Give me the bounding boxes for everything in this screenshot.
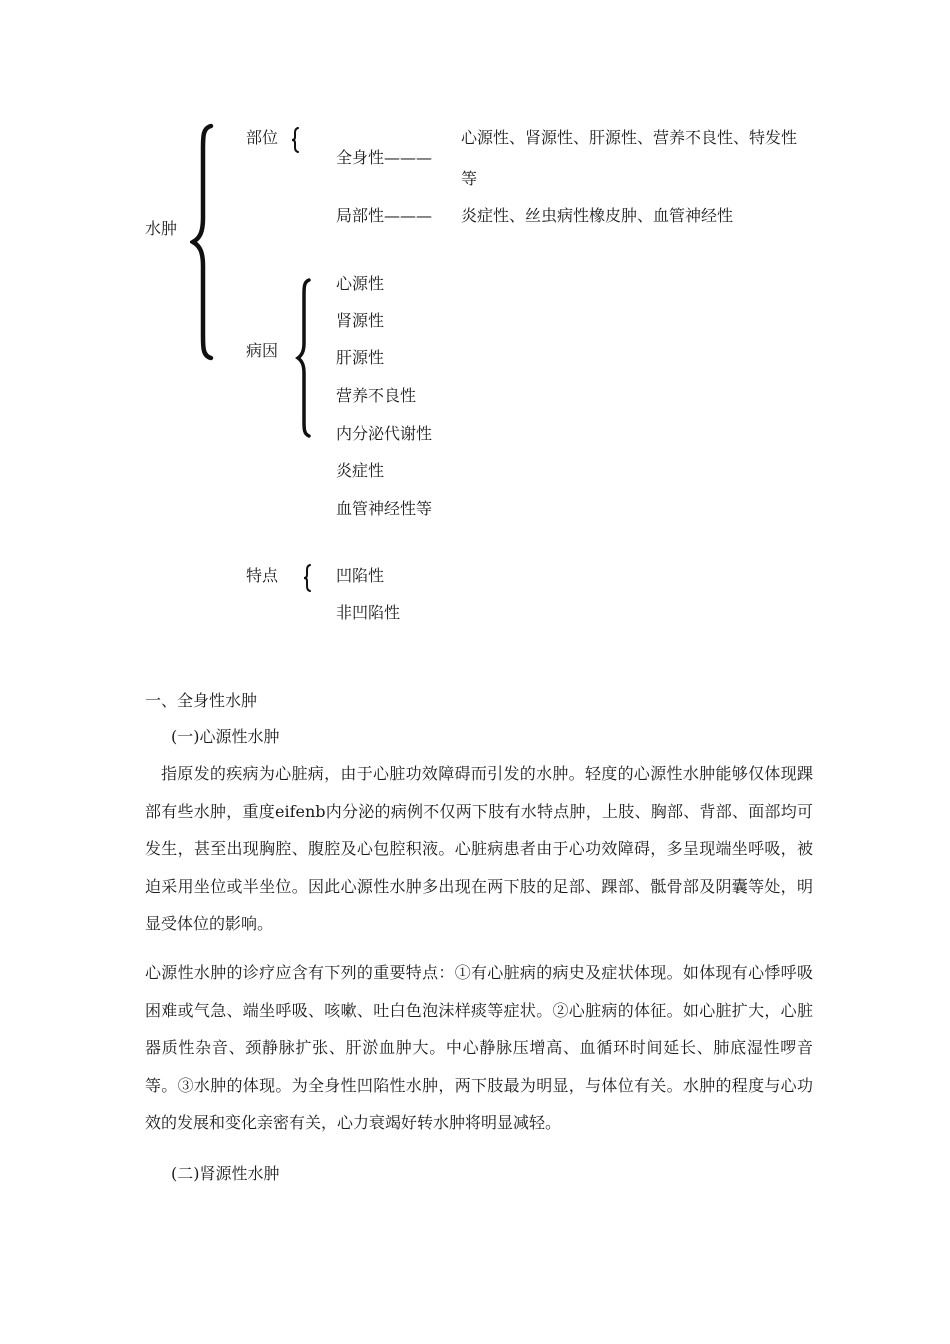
cause-brace	[295, 277, 313, 439]
subsection-heading: (一)心源性水肿	[171, 727, 280, 746]
cause-item: 营养不良性	[336, 386, 417, 405]
section-heading: 一、全身性水肿	[145, 691, 258, 710]
location-brace	[289, 126, 301, 154]
cause-item: 肾源性	[336, 311, 385, 330]
cause-item: 肝源性	[336, 348, 385, 367]
root-label: 水肿	[145, 219, 178, 238]
body-paragraph: 心源性水肿的诊疗应含有下列的重要特点：①有心脏病的病史及症状体现。如体现有心悸呼吸困难或气急、端坐呼吸、咳嗽、吐白色泡沫样痰等症状。②心脏病的体征。如心脏扩大，心脏器质性杂音、颈静脉扩张、肝淤血肿大。中心静脉压增高、血循环时间延长、肺底湿性啰音等。③水肿的体现。为全身性凹陷性水肿，两下肢最为明显，与体位有关。水肿的程度与心功效的发展和变化亲密有关，心力衰竭好转水肿将明显减轻。	[145, 963, 813, 1132]
feature-item: 凹陷性	[336, 566, 385, 585]
cause-item: 内分泌代谢性	[336, 424, 433, 443]
feature-label: 特点	[246, 566, 279, 585]
subsection-heading: (二)肾源性水肿	[171, 1164, 280, 1183]
systemic-desc-line2: 等	[461, 169, 478, 188]
local-label: 局部性———	[336, 206, 433, 225]
cause-item: 炎症性	[336, 461, 385, 480]
root-brace	[190, 122, 216, 362]
cause-label: 病因	[246, 341, 279, 360]
cause-item: 血管神经性等	[336, 499, 433, 518]
cause-item: 心源性	[336, 274, 385, 293]
feature-item: 非凹陷性	[336, 603, 401, 622]
systemic-label: 全身性———	[336, 148, 433, 167]
systemic-desc-line1: 心源性、肾源性、肝源性、营养不良性、特发性	[461, 128, 798, 147]
local-desc: 炎症性、丝虫病性橡皮肿、血管神经性	[461, 206, 734, 225]
feature-brace	[301, 563, 313, 593]
location-label: 部位	[246, 128, 279, 147]
body-paragraph: 指原发的疾病为心脏病，由于心脏功效障碍而引发的水肿。轻度的心源性水肿能够仅体现踝部有些水肿，重度eifenb内分泌的病例不仅两下肢有水特点肿，上肢、胸部、背部、面部均可发生，甚至出现胸腔、腹腔及心包腔积液。心脏病患者由于心功效障碍，多呈现端坐呼吸，被迫采用坐位或半坐位。因此心源性水肿多出现在两下肢的足部、踝部、骶骨部及阴囊等处，明显受体位的影响。	[145, 764, 813, 933]
